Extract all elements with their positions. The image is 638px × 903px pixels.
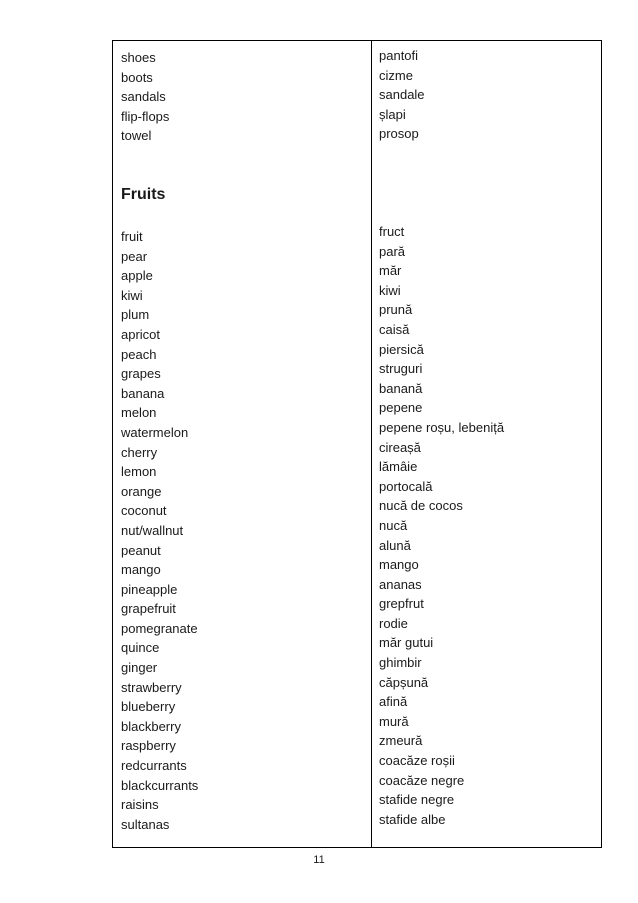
english-word: fruit — [121, 229, 143, 244]
english-word: flip-flops — [121, 108, 170, 124]
romanian-word: portocală — [379, 478, 433, 494]
english-word: banana — [121, 385, 165, 401]
romanian-word: banană — [379, 380, 423, 396]
english-word: raisins — [121, 797, 159, 813]
english-word: peach — [121, 346, 157, 362]
romanian-word: rodie — [379, 615, 408, 631]
english-word: shoes — [121, 50, 156, 65]
english-word: sandals — [121, 89, 166, 105]
english-word: blackcurrants — [121, 777, 199, 793]
romanian-word: măr gutui — [379, 635, 434, 651]
english-word: grapes — [121, 366, 161, 382]
romanian-word: pară — [379, 243, 406, 259]
romanian-word: struguri — [379, 361, 423, 377]
english-word: peanut — [121, 542, 161, 558]
romanian-word: ghimbir — [379, 655, 422, 671]
romanian-word: pantofi — [379, 48, 419, 63]
english-word: quince — [121, 640, 160, 656]
english-word: pineapple — [121, 581, 178, 597]
english-word: pear — [121, 248, 148, 264]
clothing-romanian-list — [379, 46, 425, 144]
romanian-word: prună — [379, 302, 413, 318]
romanian-word: cireașă — [379, 439, 421, 455]
column-divider — [371, 41, 372, 847]
english-word: sultanas — [121, 816, 170, 832]
romanian-word: cizme — [379, 67, 413, 83]
english-word: apricot — [121, 326, 161, 342]
romanian-word: nucă — [379, 517, 408, 533]
romanian-word: șlapi — [379, 106, 406, 122]
romanian-word: stafide negre — [379, 792, 455, 808]
english-word: blackberry — [121, 718, 181, 734]
english-word: mango — [121, 562, 161, 578]
english-word: plum — [121, 307, 150, 323]
english-word: boots — [121, 69, 153, 85]
page-number: 11 — [313, 854, 325, 866]
romanian-word: nucă de cocos — [379, 498, 463, 514]
english-word: melon — [121, 405, 157, 421]
english-word: grapefruit — [121, 601, 176, 617]
english-word: towel — [121, 128, 152, 144]
fruits-romanian-list — [379, 222, 504, 829]
fruits-english-list — [121, 227, 198, 834]
romanian-word: afină — [379, 694, 408, 710]
english-word: redcurrants — [121, 758, 187, 774]
english-word: apple — [121, 268, 153, 284]
romanian-word: coacăze roșii — [379, 753, 455, 769]
romanian-word: mango — [379, 557, 419, 573]
romanian-word: pepene roșu, lebeniță — [379, 419, 505, 435]
english-word: blueberry — [121, 699, 176, 715]
clothing-english-list — [121, 48, 169, 146]
romanian-word: prosop — [379, 126, 419, 142]
english-word: raspberry — [121, 738, 176, 754]
romanian-word: alună — [379, 537, 411, 553]
english-word: watermelon — [121, 424, 189, 440]
english-word: orange — [121, 483, 162, 499]
romanian-word: piersică — [379, 341, 424, 357]
english-word: cherry — [121, 444, 158, 460]
romanian-word: fruct — [379, 224, 405, 239]
vocabulary-table — [112, 40, 602, 848]
romanian-word: căpșună — [379, 674, 429, 690]
romanian-word: sandale — [379, 87, 425, 103]
romanian-word: caisă — [379, 321, 410, 337]
fruits-heading: Fruits — [121, 186, 166, 203]
romanian-word: ananas — [379, 576, 422, 592]
romanian-word: coacăze negre — [379, 772, 465, 788]
english-word: strawberry — [121, 679, 182, 695]
romanian-word: stafide albe — [379, 811, 446, 827]
english-word: nut/wallnut — [121, 522, 184, 538]
english-word: kiwi — [121, 287, 143, 303]
english-word: ginger — [121, 660, 158, 676]
romanian-word: grepfrut — [379, 596, 424, 612]
romanian-word: pepene — [379, 400, 423, 416]
romanian-word: lămâie — [379, 459, 418, 475]
romanian-word: zmeură — [379, 733, 423, 749]
english-word: coconut — [121, 503, 167, 519]
english-word: pomegranate — [121, 620, 198, 636]
romanian-word: mură — [379, 713, 409, 729]
romanian-word: kiwi — [379, 282, 401, 298]
english-word: lemon — [121, 464, 157, 480]
romanian-word: măr — [379, 263, 402, 279]
